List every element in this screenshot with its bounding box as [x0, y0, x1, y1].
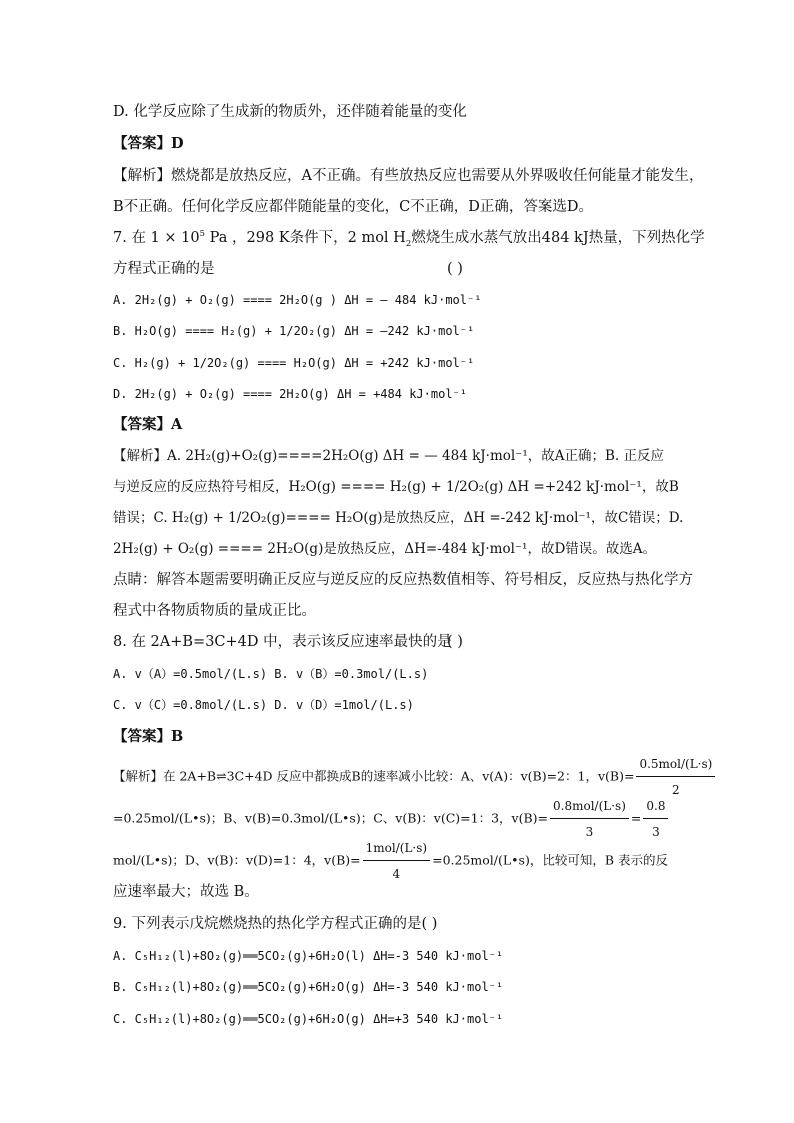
q9-stem: 9. 下列表示戊烷燃烧热的热化学方程式正确的是( )	[113, 916, 438, 932]
q6-explanation-line-1: 【解析】燃烧都是放热反应，A不正确。有些放热反应也需要从外界吸收任何能量才能发生，	[113, 168, 704, 184]
q8-fraction-3-numerator: 0.8	[643, 796, 668, 819]
q7-stem-part-a: 7. 在 1 × 10	[113, 230, 200, 246]
q8-fraction-3-denominator: 3	[652, 825, 660, 839]
q8-fraction-1-numerator: 0.5mol/(L·s)	[636, 754, 715, 777]
q7-stem-subscript: 2	[405, 238, 412, 249]
q8-fraction-1-denominator: 2	[672, 783, 680, 797]
q7-stem-part-b: Pa ，298 K条件下，2 mol H	[205, 230, 406, 246]
q8-explanation-text-2: =0.25mol/(L•s)；B、v(B)=0.3mol/(L•s)；C、v(B)：v(C)=1：3，v(B)=	[113, 810, 549, 826]
q7-option-b: B. H₂O(g) ==== H₂(g) + 1/2O₂(g) ΔH = —242 kJ·mol⁻¹	[113, 324, 475, 338]
q7-note-line-1: 点睛：解答本题需要明确正反应与逆反应的反应热数值相等、符号相反，反应热与热化学方	[113, 572, 693, 588]
q8-fraction-2-denominator: 3	[585, 825, 594, 839]
q7-explanation-line-3: 错误；C. H₂(g) + 1/2O₂(g)==== H₂O(g)是放热反应，ΔH =-242 kJ·mol⁻¹，故C错误；D.	[113, 510, 684, 526]
q7-stem-line-2: 方程式正确的是	[113, 261, 215, 277]
q9-option-a: A. C₅H₁₂(l)+8O₂(g)══5CO₂(g)+6H₂O(l) ΔH=-3 540 kJ·mol⁻¹	[113, 949, 504, 963]
q9-option-b: B. C₅H₁₂(l)+8O₂(g)══5CO₂(g)+6H₂O(g) ΔH=-3 540 kJ·mol⁻¹	[113, 980, 504, 994]
q8-fraction-2	[550, 796, 629, 842]
q7-explanation-line-1: 【解析】A. 2H₂(g)+O₂(g)====2H₂O(g) ΔH = — 484 kJ·mol⁻¹，故A正确；B. 正反应	[113, 448, 664, 464]
q8-explanation-text-3: mol/(L•s)；D、v(B)：v(D)=1：4，v(B)=	[113, 852, 361, 868]
q8-fraction-4-denominator: 4	[392, 867, 401, 881]
q7-explanation-line-2: 与逆反应的反应热符号相反，H₂O(g) ==== H₂(g) + 1/2O₂(g) ΔH =+242 kJ·mol⁻¹，故B	[113, 479, 679, 495]
q7-option-c: C. H₂(g) + 1/2O₂(g) ==== H₂O(g) ΔH = +242 kJ·mol⁻¹	[113, 356, 475, 370]
q6-explanation-line-2: B不正确。任何化学反应都伴随能量的变化，C不正确，D正确，答案选D。	[113, 199, 593, 215]
q8-fraction-1	[636, 754, 715, 800]
q7-answer-paren: ( )	[447, 261, 463, 277]
q8-fraction-2-numerator: 0.8mol/(L·s)	[550, 796, 629, 819]
q8-options-ab: A. v（A）=0.5mol/(L.s) B. v（B）=0.3mol/(L.s)	[113, 667, 429, 681]
q8-options-cd: C. v（C）=0.8mol/(L.s) D. v（D）=1mol/(L.s)	[113, 698, 414, 712]
q7-stem-part-c: 燃烧生成水蒸气放出484 kJ热量，下列热化学	[411, 230, 705, 246]
q8-explanation-line-4: 应速率最大；故选 B。	[113, 884, 259, 900]
q8-explanation-line-3	[113, 838, 668, 884]
q7-answer: 【答案】A	[113, 416, 183, 433]
q8-explanation-line-1	[113, 754, 717, 800]
q8-explanation-line-2	[113, 796, 670, 842]
q8-explanation-text-1: 【解析】在 2A+B⇌3C+4D 反应中都换成B的速率减小比较：A、v(A)：v(B)=2：1，v(B)=	[113, 768, 635, 784]
q8-explanation-text-4: =0.25mol/(L•s)，比较可知，B 表示的反	[432, 852, 668, 868]
q8-fraction-4-numerator: 1mol/(L·s)	[363, 838, 430, 861]
q7-explanation-line-4: 2H₂(g) + O₂(g) ==== 2H₂O(g)是放热反应，ΔH=-484 kJ·mol⁻¹，故D错误。故选A。	[113, 541, 657, 557]
q8-equals: =	[630, 810, 642, 826]
q8-stem: 8. 在 2A+B=3C+4D 中，表示该反应速率最快的是	[113, 634, 452, 650]
q7-option-d: D. 2H₂(g) + O₂(g) ==== 2H₂O(g) ΔH = +484 kJ·mol⁻¹	[113, 387, 468, 401]
q7-option-a: A. 2H₂(g) + O₂(g) ==== 2H₂O(g ) ΔH = — 484 kJ·mol⁻¹	[113, 293, 482, 307]
q8-answer: 【答案】B	[113, 728, 184, 745]
q8-answer-paren: ( )	[447, 634, 463, 650]
q7-note-line-2: 程式中各物质物质的量成正比。	[113, 603, 316, 619]
q8-fraction-3	[643, 796, 668, 842]
q8-fraction-4	[363, 838, 430, 884]
q6-answer: 【答案】D	[113, 135, 184, 152]
q7-stem-line-1	[113, 228, 705, 248]
q9-option-c: C. C₅H₁₂(l)+8O₂(g)══5CO₂(g)+6H₂O(g) ΔH=+3 540 kJ·mol⁻¹	[113, 1012, 504, 1026]
q7-stem-exponent: 5	[199, 229, 206, 240]
q6-option-d: D. 化学反应除了生成新的物质外，还伴随着能量的变化	[113, 104, 467, 120]
